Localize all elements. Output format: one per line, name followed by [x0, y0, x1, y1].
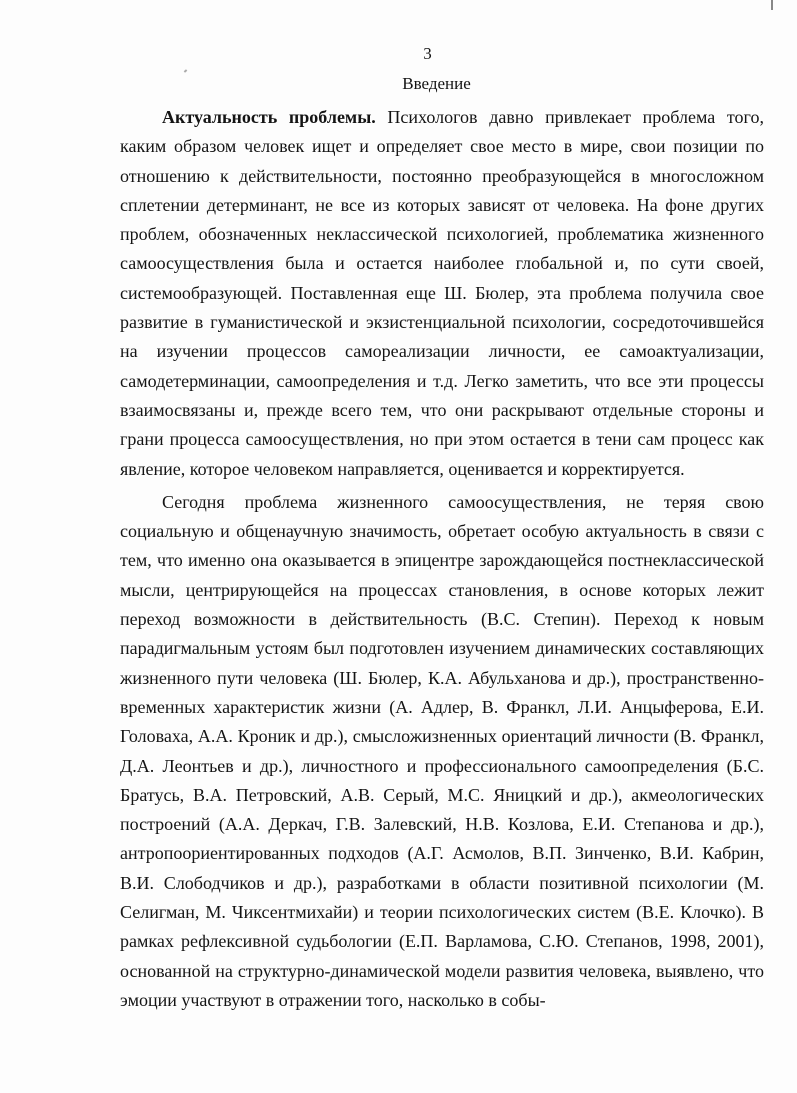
paragraph-text: Сегодня проблема жизненного самоосуществления, не теряя свою социальную и общенаучную значимость, обретает особую актуальность в связи с тем, что именно она оказывается в эпицентре зарождающейся постнеклассической мысли, центрирующейся на процессах становления, в основе которых лежит переход возможности в действительность (В.С. Степин). Переход к новым парадигмальным устоям был подготовлен изучением динамических составляющих жизненного пути человека (Ш. Бюлер, К.А. Абульханова и др.), пространственно-временных характеристик жизни (А. Адлер, В. Франкл, Л.И. Анцыферова, Е.И. Головаха, А.А. Кроник и др.), смысложизненных ориентаций личности (В. Франкл, Д.А. Леонтьев и др.), личностного и профессионального самоопределения (Б.С. Братусь, В.А. Петровский, А.В. Серый, М.С. Яницкий и др.), акмеологических построений (А.А. Деркач, Г.В. Залевский, Н.В. Козлова, Е.И. Степанова и др.), антропоориентированных подходов (А.Г. Асмолов, В.П. Зинченко, В.И. Кабрин, В.И. Слободчиков и др.), разработками в области позитивной психологии (М. Селигман, М. Чиксентмихайи) и теории психологических систем (В.Е. Клочко). В рамках рефлексивной судьбологии (Е.П. Варламова, С.Ю. Степанов, 1998, 2001), основанной на структурно-динамической модели развития человека, выявлено, что эмоции участвуют в отражении того, насколько в собы-: [120, 491, 764, 1010]
paragraph-relevance: [120, 103, 764, 484]
body-text: [120, 103, 764, 1015]
scan-artifact-dot: [184, 69, 188, 72]
paragraph-today: [120, 488, 764, 1015]
section-heading: Введение: [402, 74, 471, 93]
paragraph-lead: Актуальность проблемы.: [162, 107, 376, 127]
page-number: 3: [423, 44, 432, 63]
paragraph-text: Психологов давно привлекает проблема того, каким образом человек ищет и определяет свое место в мире, свои позиции по отношению к действительности, постоянно преобразующейся в многосложном сплетении детерминант, не все из которых зависят от человека. На фоне других проблем, обозначенных неклассической психологией, проблематика жизненного самоосуществления была и остается наиболее глобальной и, по сути своей, системообразующей. Поставленная еще Ш. Бюлер, эта проблема получила свое развитие в гуманистической и экзистенциальной психологии, сосредоточившейся на изучении процессов самореализации личности, ее самоактуализации, самодетерминации, самоопределения и т.д. Легко заметить, что все эти процессы взаимосвязаны и, прежде всего тем, что они раскрывают отдельные стороны и грани процесса самоосуществления, но при этом остается в тени сам процесс как явление, которое человеком направляется, оценивается и корректируется.: [120, 107, 764, 479]
scan-artifact: [771, 0, 773, 10]
